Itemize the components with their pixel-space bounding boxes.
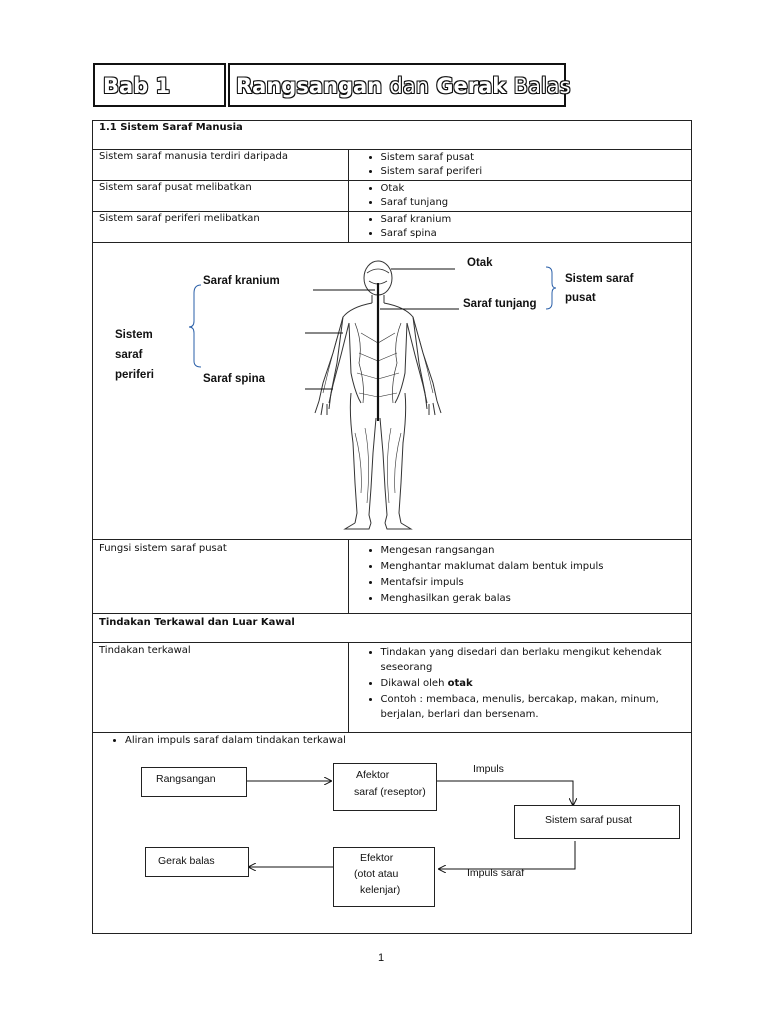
section-heading: Tindakan Terkawal dan Luar Kawal [93, 614, 692, 643]
box-afektor-label-1: Afektor [356, 769, 390, 781]
row-label: Fungsi sistem saraf pusat [93, 540, 349, 614]
box-afektor [333, 763, 437, 811]
box-rangsangan-label: Rangsangan [156, 773, 216, 785]
list-item: • Contoh : membaca, menulis, bercakap, makan, minum, berjalan, berlari dan bersenam. [381, 692, 685, 722]
list-item: • Sistem saraf pusat [381, 151, 685, 165]
label-saraf-tunjang: Saraf tunjang [463, 298, 537, 310]
row-items [348, 150, 691, 181]
impulse-flow-diagram [93, 733, 692, 934]
box-sistem-saraf-pusat [514, 805, 680, 839]
chapter-title [236, 74, 570, 98]
row-items [348, 212, 691, 243]
list-item: • Saraf kranium [381, 213, 685, 227]
flow-row [93, 733, 692, 934]
label-otak: Otak [467, 257, 493, 269]
chapter-label: Bab 1 [103, 74, 171, 98]
box-efektor-label-1: Efektor [360, 852, 394, 864]
row-items [348, 181, 691, 212]
title-word-4: Balas [513, 74, 571, 98]
section-heading: 1.1 Sistem Saraf Manusia [93, 121, 692, 150]
label-periferi-2: saraf [115, 349, 143, 361]
list-item: • Mengesan rangsangan [381, 543, 685, 558]
box-rangsangan [141, 767, 247, 797]
box-gerak-balas [145, 847, 249, 877]
list-item: • Saraf tunjang [381, 196, 685, 210]
table-row [93, 181, 692, 212]
section-heading-row [93, 614, 692, 643]
row-label: Sistem saraf pusat melibatkan [93, 181, 349, 212]
figure-row [93, 243, 692, 540]
box-afektor-label-2: saraf (reseptor) [354, 786, 426, 798]
table-row [93, 540, 692, 614]
row-label: Sistem saraf periferi melibatkan [93, 212, 349, 243]
box-gerak-balas-label: Gerak balas [158, 855, 215, 867]
box-efektor-label-2: (otot atau [354, 868, 399, 880]
dikawal-prefix: Dikawal oleh [380, 678, 448, 689]
label-impuls-saraf: Impuls saraf [467, 867, 525, 879]
label-saraf-spina: Saraf spina [203, 373, 265, 385]
box-efektor-label-3: kelenjar) [360, 884, 401, 896]
nervous-system-figure [93, 243, 692, 540]
dikawal-bold: otak [447, 678, 473, 689]
table-row [93, 150, 692, 181]
list-item: • Saraf spina [381, 227, 685, 241]
flow-heading: • Aliran impuls saraf dalam tindakan terkawal [125, 734, 346, 748]
label-periferi-1: Sistem [115, 329, 153, 341]
list-item [381, 676, 685, 691]
box-sistem-saraf-pusat-label: Sistem saraf pusat [545, 814, 632, 826]
title-word-2: dan [389, 74, 429, 98]
row-label: Sistem saraf manusia terdiri daripada [93, 150, 349, 181]
list-item: • Menghasilkan gerak balas [381, 591, 685, 606]
box-efektor [333, 847, 435, 907]
row-items [348, 643, 691, 733]
section-heading-row [93, 121, 692, 150]
row-items [348, 540, 691, 614]
list-item: • Tindakan yang disedari dan berlaku mengikut kehendak seseorang [381, 645, 685, 675]
label-periferi-3: periferi [115, 369, 154, 381]
table-row [93, 643, 692, 733]
label-saraf-kranium: Saraf kranium [203, 275, 280, 287]
table-row [93, 212, 692, 243]
human-body-illustration [93, 243, 693, 539]
list-item: • Sistem saraf periferi [381, 165, 685, 179]
row-label: Tindakan terkawal [93, 643, 349, 733]
list-item: • Menghantar maklumat dalam bentuk impuls [381, 559, 685, 574]
list-item: • Otak [381, 182, 685, 196]
notes-table [92, 120, 692, 934]
title-word-1: Rangsangan [236, 74, 383, 98]
label-sistem-saraf-pusat-2: pusat [565, 292, 596, 304]
title-word-3: Gerak [436, 74, 507, 98]
page-number: 1 [378, 952, 385, 964]
label-sistem-saraf-pusat-1: Sistem saraf [565, 273, 634, 285]
list-item: • Mentafsir impuls [381, 575, 685, 590]
label-impuls: Impuls [473, 763, 504, 775]
